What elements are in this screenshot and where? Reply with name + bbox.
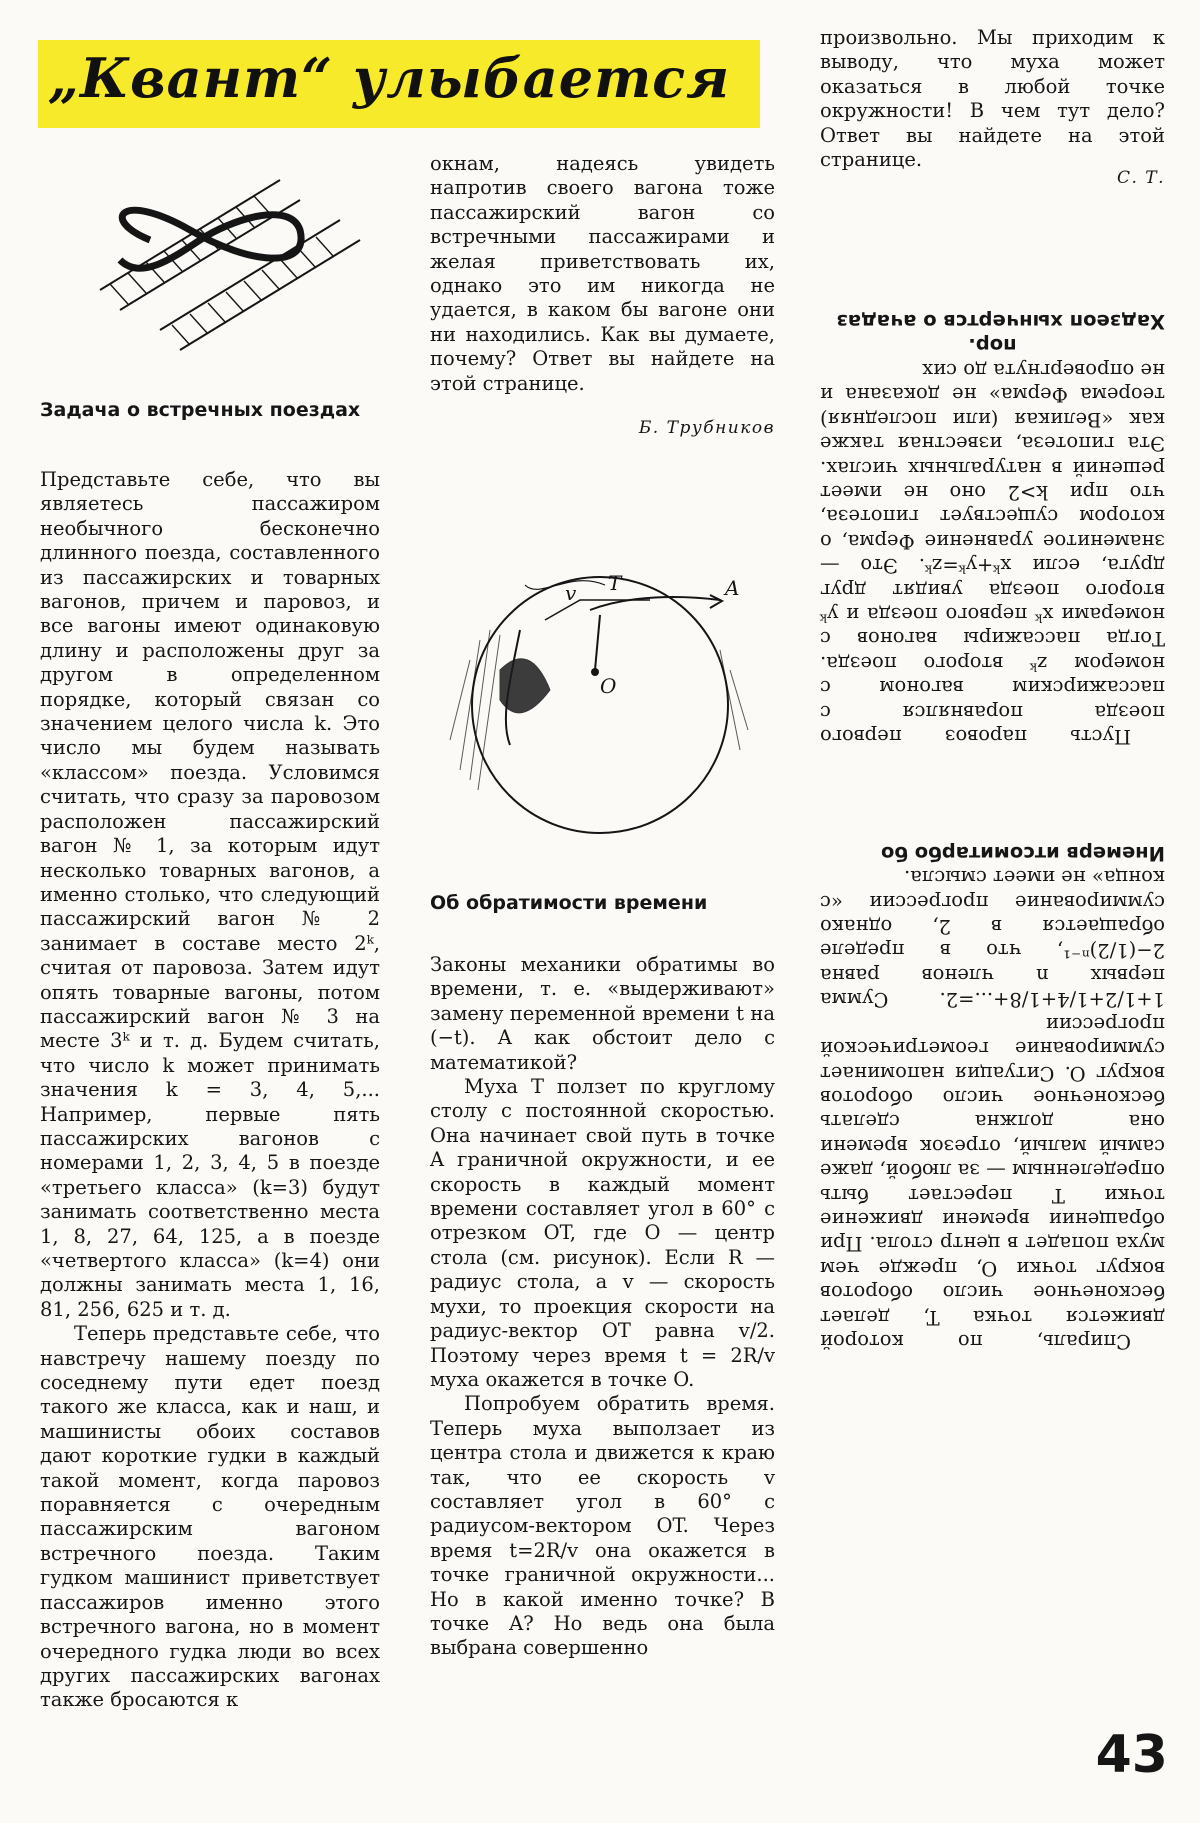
time-paragraph-4: произвольно. Мы приходим к выводу, что муха может оказаться в любой точке окружности! В чем тут дело? Ответ вы найдете на этой странице. (820, 26, 1165, 172)
trains-paragraph-1: Представьте себе, что вы являетесь пассажиром необычного бесконечно длинного поезда, составленного из пассажирских и товарных вагонов, причем и паровоз, и все вагоны имеют одинаковую длину и расположены друг за другом в определенном порядке, который связан со значением целого числа k. Это число мы будем называть «классом» поезда. Условимся считать, что сразу за паровозом расположен пассажирский вагон № 1, за которым идут несколько товарных вагонов, а именно столько, что следующий пассажирский вагон № 2 занимает в составе место 2ᵏ, считая от паровоза. Затем идут опять товарные вагоны, потом пассажирский вагон № 3 на месте 3ᵏ и т. д. Будем считать, что число k может принимать значения k = 3, 4, 5,... Например, первые пять пассажирских вагонов с номерами 1, 2, 3, 4, 5 в поезде «третьего класса» (k=3) будут занимать соответственно места 1, 8, 27, 64, 125, а в поезде «четвертого класса» (k=4) они должны занимать места 1, 16, 81, 256, 625 и т. д. (40, 468, 380, 1321)
answer-time-text: Спираль, по которой движется точка T, делает бесконечное число оборотов вокруг точки O, прежде чем муха попадет в центр стола. При обращении времени движение точки T перестает быть определенным — за любой, даже самый малый, отрезок времени она должна сделать бесконечное число оборотов вокруг O. Ситуация напоминает суммирование геометрической прогрессии 1+1/2+1/4+1/8+...=2. Сумма первых n членов равна 2−(1/2)ⁿ⁻¹, что в пределе обращается в 2, однако суммирование прогрессии «с конца» не имеет смысла. (820, 866, 1165, 1353)
page-number: 43 (1095, 1725, 1168, 1785)
trains-paragraph-3: окнам, надеясь увидеть напротив своего вагона тоже пассажирский вагон со встречными пассажирами и желая приветствовать их, однако это им никогда не удается, в каком бы вагоне они ни находились. Как вы думаете, почему? Ответ вы найдете на этой странице. (430, 152, 775, 395)
answer-trains-heading-tail: пор. (968, 334, 1017, 358)
answer-trains-text: Пусть паровоз первого поезда поравнялся с пассажирским вагоном с номером zᵏ второго поезда. Тогда пассажиры вагонов с номерами xᵏ первого поезда и yᵏ второго поезда увидят друг друга, если xᵏ+yᵏ=zᵏ. Это — знаменитое уравнение Ферма, о котором существует гипотеза, что при k>2 оно не имеет решений в натуральных числах. Эта гипотеза, известная также как «Великая (или последняя) теорема Ферма» не доказана и не опровергнута до сих (820, 358, 1165, 748)
time-heading: Об обратимости времени (430, 892, 708, 914)
time-paragraph-2: Муха T ползет по круглому столу с постоянной скоростью. Она начинает свой путь в точке A граничной окружности, и ее скорость в каждый момент времени составляет угол в 60° с отрезком OT, где O — центр стола (см. рисунок). Если R — радиус стола, а v — скорость мухи, то проекция скорости на радиус-вектор OT равна v/2. Поэтому через время t = 2R/v муха окажется в точке O. (430, 1075, 775, 1391)
figure-label-t: T (608, 571, 622, 595)
answer-time (820, 841, 1165, 1353)
figure-label-a: A (725, 576, 740, 600)
time-column-2 (430, 953, 775, 1661)
train-tracks-illustration (80, 160, 380, 360)
trains-column-2 (430, 152, 775, 396)
figure-label-v: v (565, 581, 577, 605)
trains-heading: Задача о встречных поездах (40, 399, 361, 421)
figure-label-o: O (600, 674, 617, 698)
fly-table-illustration (430, 540, 770, 840)
time-column-3 (820, 26, 1165, 172)
answer-trains (820, 298, 1165, 748)
trains-paragraph-2: Теперь представьте себе, что навстречу нашему поезду по соседнему пути едет поезд такого же класса, как и наш, и машинисты обоих составов дают короткие гудки в каждый такой момент, когда паровоз поравняется с очередным пассажирским вагоном встречного поезда. Таким гудком машинист приветствует пассажиров именно этого встречного вагона, но в момент очередного гудка люди во всех других пассажирских вагонах также бросаются к (40, 1322, 380, 1712)
answer-time-heading: Инемерв итсомитарбо бо (880, 841, 1165, 865)
time-signature: С. Т. (1116, 168, 1165, 188)
banner-title: „Квант“ улыбается (48, 46, 731, 110)
answer-trains-heading: Хадзеоп хынчертсв о ачадаз (836, 310, 1165, 334)
time-paragraph-3: Попробуем обратить время. Теперь муха выползает из центра стола и движется к краю так, что ее скорость v составляет угол в 60° с радиусом-вектором OT. Через время t=2R/v она окажется в точке граничной окружности... Но в какой именно точке? В точке A? Но ведь она была выбрана совершенно (430, 1392, 775, 1660)
trains-signature: Б. Трубников (638, 418, 775, 438)
time-paragraph-1: Законы механики обратимы во времени, т. е. «выдерживают» замену переменной времени t на (−t). А как обстоит дело с математикой? (430, 953, 775, 1074)
trains-column-1 (40, 468, 380, 1713)
banner (38, 40, 760, 128)
